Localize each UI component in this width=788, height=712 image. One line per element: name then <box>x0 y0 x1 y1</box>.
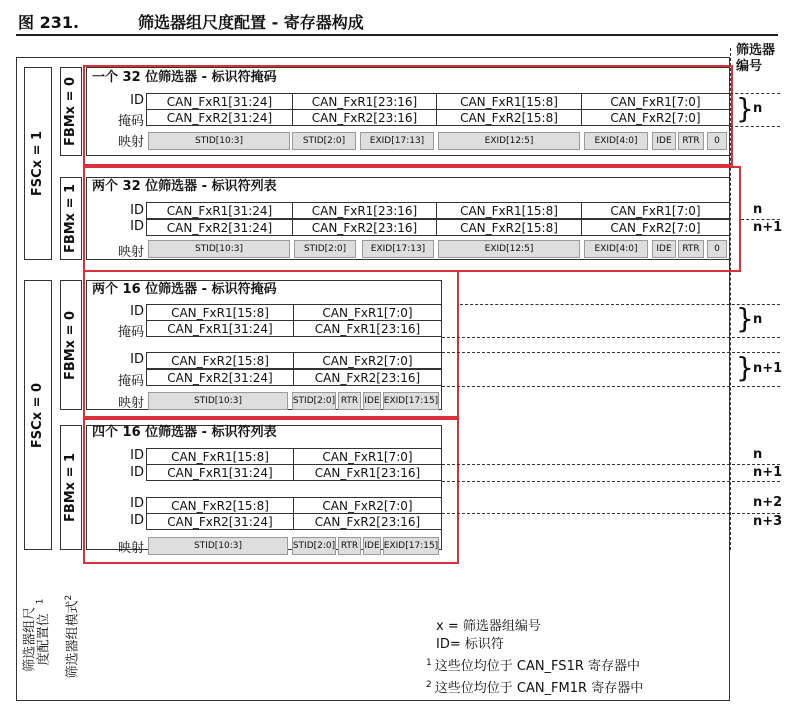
row-label-id: ID <box>130 304 144 319</box>
map-cell: EXID[17:13] <box>360 132 434 150</box>
register-cell: CAN_FxR2[15:8] <box>146 497 294 514</box>
map-cell: IDE <box>363 537 381 555</box>
scale-config-bit-text-wrap <box>23 596 51 675</box>
map-cell: RTR <box>338 392 361 410</box>
mode-bit-text: 筛选器组模式 <box>65 600 81 679</box>
map-cell: EXID[12:5] <box>438 240 580 258</box>
scale-config-bit-text: 筛选器组尺度配置位 <box>22 606 52 672</box>
footnote-2-number: 2 <box>426 679 432 690</box>
fbm-1-label-lower: FBMx = 1 <box>63 452 79 523</box>
register-cell: CAN_FxR2[7:0] <box>581 109 730 126</box>
filter-number: n+1 <box>753 465 783 480</box>
mode-bit-text-wrap <box>62 592 80 679</box>
filter-number: n <box>753 202 763 217</box>
filter-number-guide <box>460 304 780 305</box>
figure-title: 筛选器组尺度配置 - 寄存器构成 <box>138 13 364 32</box>
figure-header <box>16 6 778 36</box>
row-label-id: ID <box>130 496 144 511</box>
register-cell: CAN_FxR2[15:8] <box>436 109 582 126</box>
filter-number: n+2 <box>753 495 783 510</box>
mode-bit-caption <box>56 575 86 695</box>
panel-32bit-list-title: 两个 32 位筛选器 - 标识符列表 <box>92 179 277 194</box>
filter-number-header <box>736 43 775 75</box>
map-cell: 0 <box>707 132 727 150</box>
map-cell: IDE <box>363 392 381 410</box>
filter-number-header-line2: 编号 <box>736 59 763 74</box>
register-cell: CAN_FxR2[15:8] <box>436 219 582 236</box>
map-cell: EXID[12:5] <box>438 132 580 150</box>
row-label-mask: 掩码 <box>117 114 144 129</box>
row-label-mask: 掩码 <box>117 325 144 340</box>
register-cell: CAN_FxR1[23:16] <box>292 202 437 219</box>
register-cell: CAN_FxR1[7:0] <box>581 93 730 110</box>
fbm-1-label-box-upper <box>60 177 82 260</box>
panel-16bit-list-title: 四个 16 位筛选器 - 标识符列表 <box>92 425 277 440</box>
filter-number-guide <box>442 386 780 387</box>
register-cell: CAN_FxR1[7:0] <box>293 304 442 321</box>
register-cell: CAN_FxR2[23:16] <box>292 219 437 236</box>
filter-number: n <box>753 312 763 327</box>
map-cell: RTR <box>678 240 704 258</box>
panel-32bit-mask-title: 一个 32 位筛选器 - 标识符掩码 <box>92 70 277 85</box>
fbm-0-label-lower: FBMx = 0 <box>63 310 79 380</box>
map-cell: STID[2:0] <box>292 132 356 150</box>
footnote-1-number: 1 <box>426 657 432 668</box>
register-cell: CAN_FxR2[31:24] <box>146 219 293 236</box>
map-cell: STID[2:0] <box>292 537 336 555</box>
row-label-id: ID <box>130 352 144 367</box>
footnote-2-text: 这些位均位于 CAN_FM1R 寄存器中 <box>434 681 644 696</box>
filter-number: n <box>753 447 763 462</box>
row-label-map: 映射 <box>117 541 144 556</box>
filter-number-guide <box>442 513 780 514</box>
map-cell: 0 <box>707 240 727 258</box>
filter-number-guide <box>442 481 780 482</box>
row-label-id: ID <box>130 219 144 234</box>
filter-number: n+1 <box>753 361 783 376</box>
map-cell: STID[10:3] <box>148 537 288 555</box>
map-cell: EXID[4:0] <box>584 132 648 150</box>
register-cell: CAN_FxR1[31:24] <box>146 320 294 337</box>
footnote-2 <box>426 677 643 696</box>
row-label-id: ID <box>130 465 144 480</box>
register-cell: CAN_FxR1[15:8] <box>146 304 294 321</box>
register-cell: CAN_FxR2[31:24] <box>146 513 294 530</box>
filter-number-guide <box>730 126 780 127</box>
brace-icon: } <box>736 351 754 384</box>
brace-icon: } <box>736 302 754 335</box>
filter-number-guide <box>442 464 780 465</box>
map-cell: STID[2:0] <box>294 240 356 258</box>
register-cell: CAN_FxR1[31:24] <box>146 202 293 219</box>
scale-config-bit-footnote: 1 <box>34 598 45 605</box>
row-label-id: ID <box>130 513 144 528</box>
map-cell: RTR <box>338 537 361 555</box>
fsc-0-label: FSCx = 0 <box>30 382 46 448</box>
fbm-0-label-box-upper <box>60 67 82 156</box>
register-cell: CAN_FxR1[15:8] <box>146 448 294 465</box>
row-label-map: 映射 <box>117 396 144 411</box>
fsc-1-label: FSCx = 1 <box>30 130 46 197</box>
fbm-1-label-box-lower <box>60 425 82 550</box>
figure-number: 图 231. <box>18 13 80 32</box>
row-label-id: ID <box>130 448 144 463</box>
register-cell: CAN_FxR2[7:0] <box>293 352 442 369</box>
map-cell: STID[10:3] <box>148 240 290 258</box>
map-cell: EXID[4:0] <box>584 240 648 258</box>
map-cell: EXID[17:13] <box>362 240 434 258</box>
register-cell: CAN_FxR1[7:0] <box>581 202 730 219</box>
register-cell: CAN_FxR2[7:0] <box>293 497 442 514</box>
row-label-id: ID <box>130 203 144 218</box>
register-cell: CAN_FxR2[15:8] <box>146 352 294 369</box>
register-cell: CAN_FxR2[7:0] <box>581 219 730 236</box>
register-cell: CAN_FxR2[23:16] <box>293 369 442 386</box>
panel-16bit-mask-title: 两个 16 位筛选器 - 标识符掩码 <box>92 282 277 297</box>
map-cell: STID[2:0] <box>292 392 336 410</box>
mode-bit-footnote: 2 <box>63 594 74 601</box>
fsc-1-label-box <box>24 67 52 260</box>
fbm-0-label-upper: FBMx = 0 <box>63 76 79 147</box>
filter-number: n+3 <box>753 514 783 529</box>
fsc-0-label-box <box>24 280 52 550</box>
register-cell: CAN_FxR2[23:16] <box>293 513 442 530</box>
register-cell: CAN_FxR1[7:0] <box>293 448 442 465</box>
map-cell: EXID[17:15] <box>383 537 439 555</box>
fbm-0-label-box-lower <box>60 280 82 410</box>
register-cell: CAN_FxR2[31:24] <box>146 109 293 126</box>
map-cell: EXID[17:15] <box>383 392 439 410</box>
map-cell: IDE <box>652 132 676 150</box>
register-cell: CAN_FxR1[15:8] <box>436 93 582 110</box>
filter-number-header-line1: 筛选器 <box>736 43 776 58</box>
register-cell: CAN_FxR1[23:16] <box>293 320 442 337</box>
register-cell: CAN_FxR1[23:16] <box>292 93 437 110</box>
fbm-1-label-upper: FBMx = 1 <box>63 183 79 254</box>
register-cell: CAN_FxR1[31:24] <box>146 464 294 481</box>
filter-number: n <box>753 101 763 116</box>
register-cell: CAN_FxR2[23:16] <box>292 109 437 126</box>
filter-number-guide <box>442 352 780 353</box>
row-label-mask: 掩码 <box>117 374 144 389</box>
map-cell: STID[10:3] <box>148 132 290 150</box>
filter-number-guide <box>442 337 780 338</box>
register-cell: CAN_FxR1[31:24] <box>146 93 293 110</box>
register-cell: CAN_FxR1[15:8] <box>436 202 582 219</box>
legend-id-definition: ID= 标识符 <box>436 637 504 652</box>
scale-config-bit-caption <box>20 575 54 695</box>
footnote-1 <box>426 655 640 674</box>
legend-x-definition: x = 筛选器组编号 <box>436 619 541 634</box>
map-cell: STID[10:3] <box>148 392 288 410</box>
register-cell: CAN_FxR1[23:16] <box>293 464 442 481</box>
brace-icon: } <box>736 92 754 125</box>
register-cell: CAN_FxR2[31:24] <box>146 369 294 386</box>
row-label-id: ID <box>130 93 144 108</box>
filter-number: n+1 <box>753 220 783 235</box>
row-label-map: 映射 <box>117 245 144 260</box>
map-cell: IDE <box>652 240 676 258</box>
map-cell: RTR <box>678 132 704 150</box>
row-label-map: 映射 <box>117 135 144 150</box>
footnote-1-text: 这些位均位于 CAN_FS1R 寄存器中 <box>434 659 640 674</box>
